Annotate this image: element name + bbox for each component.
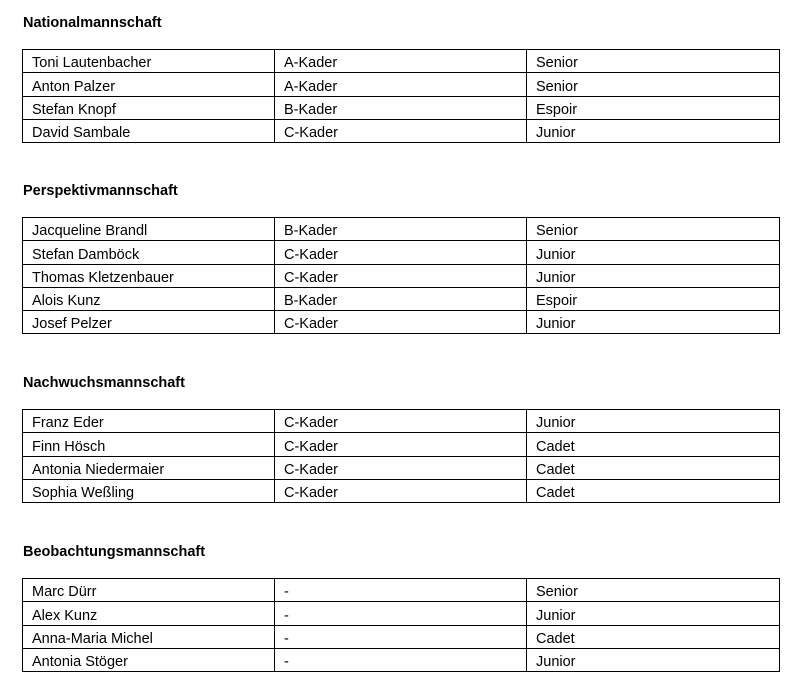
- age-category-cell: Junior: [527, 241, 780, 264]
- age-category-cell: Junior: [527, 648, 780, 671]
- section-title-nationalmannschaft: Nationalmannschaft: [23, 15, 162, 31]
- athlete-name-cell: Thomas Kletzenbauer: [23, 264, 275, 287]
- squad-level-cell: -: [275, 602, 527, 625]
- squad-level-cell: C-Kader: [275, 311, 527, 334]
- age-category-cell: Junior: [527, 602, 780, 625]
- athlete-name-cell: Marc Dürr: [23, 579, 275, 602]
- athlete-name-cell: Antonia Niedermaier: [23, 456, 275, 479]
- age-category-cell: Junior: [527, 410, 780, 433]
- age-category-cell: Cadet: [527, 433, 780, 456]
- age-category-cell: Cadet: [527, 625, 780, 648]
- table-row: [23, 73, 780, 96]
- athlete-name-cell: Sophia Weßling: [23, 479, 275, 502]
- table-row: [23, 648, 780, 671]
- roster-table-perspektivmannschaft: [22, 217, 780, 334]
- squad-level-cell: -: [275, 579, 527, 602]
- age-category-cell: Senior: [527, 218, 780, 241]
- age-category-cell: Junior: [527, 264, 780, 287]
- squad-level-cell: C-Kader: [275, 433, 527, 456]
- roster-table-beobachtungsmannschaft: [22, 578, 780, 672]
- roster-table-nachwuchsmannschaft: [22, 409, 780, 503]
- section-title-perspektivmannschaft: Perspektivmannschaft: [23, 183, 178, 199]
- age-category-cell: Senior: [527, 50, 780, 73]
- table-row: [23, 287, 780, 310]
- squad-level-cell: B-Kader: [275, 218, 527, 241]
- athlete-name-cell: Jacqueline Brandl: [23, 218, 275, 241]
- athlete-name-cell: Franz Eder: [23, 410, 275, 433]
- age-category-cell: Junior: [527, 311, 780, 334]
- squad-level-cell: C-Kader: [275, 264, 527, 287]
- table-row: [23, 218, 780, 241]
- table-row: [23, 456, 780, 479]
- athlete-name-cell: David Sambale: [23, 119, 275, 142]
- table-row: [23, 410, 780, 433]
- athlete-name-cell: Finn Hösch: [23, 433, 275, 456]
- table-row: [23, 479, 780, 502]
- roster-table-nationalmannschaft: [22, 49, 780, 143]
- age-category-cell: Cadet: [527, 456, 780, 479]
- section-title-beobachtungsmannschaft: Beobachtungsmannschaft: [23, 544, 206, 560]
- table-row: [23, 311, 780, 334]
- table-row: [23, 433, 780, 456]
- age-category-cell: Cadet: [527, 479, 780, 502]
- squad-level-cell: C-Kader: [275, 119, 527, 142]
- table-row: [23, 264, 780, 287]
- table-row: [23, 50, 780, 73]
- athlete-name-cell: Anton Palzer: [23, 73, 275, 96]
- age-category-cell: Junior: [527, 119, 780, 142]
- section-title-nachwuchsmannschaft: Nachwuchsmannschaft: [23, 375, 185, 391]
- athlete-name-cell: Alex Kunz: [23, 602, 275, 625]
- age-category-cell: Senior: [527, 579, 780, 602]
- athlete-name-cell: Toni Lautenbacher: [23, 50, 275, 73]
- athlete-name-cell: Antonia Stöger: [23, 648, 275, 671]
- table-row: [23, 625, 780, 648]
- squad-level-cell: -: [275, 625, 527, 648]
- athlete-name-cell: Stefan Knopf: [23, 96, 275, 119]
- squad-level-cell: C-Kader: [275, 456, 527, 479]
- age-category-cell: Espoir: [527, 287, 780, 310]
- age-category-cell: Espoir: [527, 96, 780, 119]
- table-row: [23, 96, 780, 119]
- table-row: [23, 579, 780, 602]
- squad-level-cell: C-Kader: [275, 410, 527, 433]
- athlete-name-cell: Josef Pelzer: [23, 311, 275, 334]
- table-row: [23, 602, 780, 625]
- squad-level-cell: B-Kader: [275, 287, 527, 310]
- athlete-name-cell: Stefan Damböck: [23, 241, 275, 264]
- squad-level-cell: C-Kader: [275, 479, 527, 502]
- athlete-name-cell: Alois Kunz: [23, 287, 275, 310]
- athlete-name-cell: Anna-Maria Michel: [23, 625, 275, 648]
- squad-level-cell: C-Kader: [275, 241, 527, 264]
- table-row: [23, 241, 780, 264]
- age-category-cell: Senior: [527, 73, 780, 96]
- table-row: [23, 119, 780, 142]
- squad-level-cell: A-Kader: [275, 50, 527, 73]
- squad-level-cell: B-Kader: [275, 96, 527, 119]
- squad-level-cell: A-Kader: [275, 73, 527, 96]
- squad-level-cell: -: [275, 648, 527, 671]
